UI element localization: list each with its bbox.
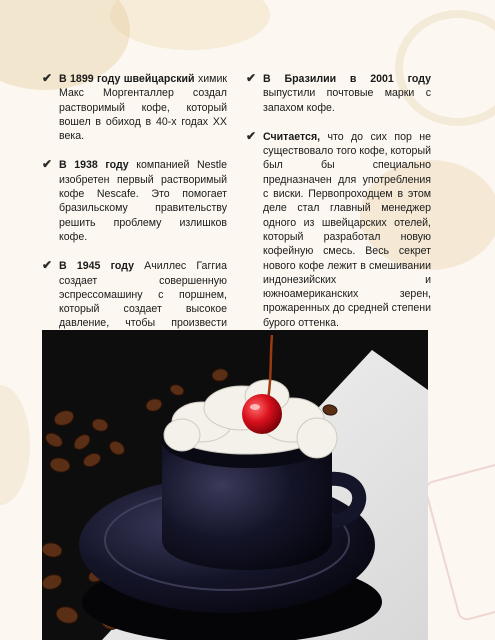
facts-column-right [246,72,431,345]
fact-text: выпустили почтовые марки с запахом кофе. [263,87,431,114]
checkmark-icon: ✔ [42,258,53,273]
coffee-stain [110,0,270,50]
fact-lead: Считается, [263,130,321,143]
coffee-cup-photo [42,330,428,640]
fact-text: компанией Nestle изобретен первый растворимый кофе Nescafe. Это помогает бразильскому правительству решить проблему излишков кофе. [59,159,227,243]
checkmark-icon: ✔ [246,71,257,85]
decorative-outline [423,462,495,623]
coffee-stain [0,385,30,505]
fact-text: что до сих пор не существовало того кофе, который был бы специально предназначен для употребления с виски. Первопроходцем в этом деле стал главный менеджер одного из швейцарских отелей, который разработал новую кофейную смесь. Весь секрет нового кофе лежит в смешивании индонезийских и южноамериканских зерен, прожаренных до средней степени бурого оттенка. [263,130,431,329]
coffee-cup-illustration [42,330,428,640]
facts-column-left [42,72,227,360]
cherry-highlight [250,404,260,410]
fact-lead: В Бразилии в 2001 году [263,73,431,85]
cherry [242,394,282,434]
fact-text: Ачиллес Гаггиа создает совершенную эспрессомашину с поршнем, который создает высокое давление, чтобы произвести [59,260,227,330]
fact-item [42,158,227,244]
fact-lead: В 1945 году [59,260,134,273]
checkmark-icon: ✔ [42,157,53,172]
fact-item [246,72,431,115]
fact-item [42,72,227,143]
checkmark-icon: ✔ [42,71,53,85]
fact-lead: В 1938 году [59,159,129,172]
fact-text: химик Макс Моргенталлер создал растворимый кофе, который вошел в обиход в 40-х годах XX века. [59,73,227,143]
fact-item [246,130,431,330]
checkmark-icon: ✔ [246,128,257,143]
fact-lead: В 1899 году швейцарский [59,73,195,85]
